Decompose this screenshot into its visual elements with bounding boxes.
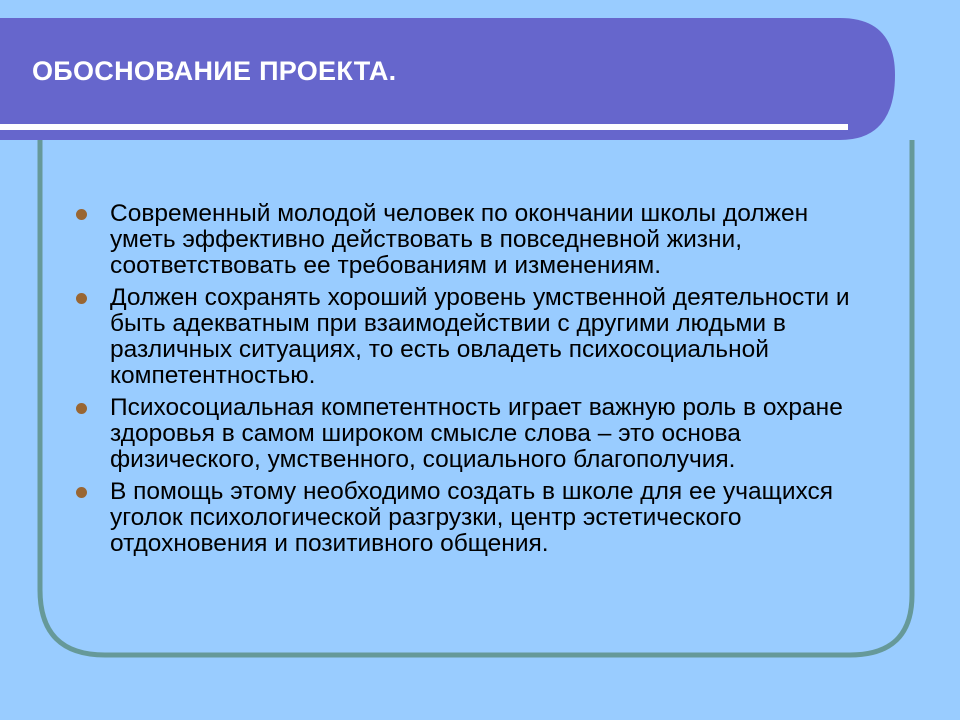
bullet-item bbox=[80, 201, 860, 279]
bullet-item bbox=[80, 479, 860, 557]
bullet-dot-icon bbox=[76, 487, 87, 498]
bullet-item bbox=[80, 285, 860, 389]
bullet-text: Современный молодой человек по окончании школы должен уметь эффективно действовать в повседневной жизни, соответствовать ее требованиям и изменениям. bbox=[110, 200, 809, 279]
bullet-list bbox=[80, 201, 860, 563]
bullet-text: Психосоциальная компетентность играет важную роль в охране здоровья в самом широком смысле слова – это основа физического, умственного, социального благополучия. bbox=[110, 394, 843, 473]
slide-title: ОБОСНОВАНИЕ ПРОЕКТА. bbox=[32, 56, 397, 86]
bullet-dot-icon bbox=[76, 293, 87, 304]
bullet-text: Должен сохранять хороший уровень умственной деятельности и быть адекватным при взаимодействии с другими людьми в различных ситуациях, то есть овладеть психосоциальной компетентностью. bbox=[110, 284, 850, 389]
title-underline bbox=[0, 124, 848, 130]
bullet-dot-icon bbox=[76, 209, 87, 220]
bullet-dot-icon bbox=[76, 403, 87, 414]
bullet-item bbox=[80, 395, 860, 473]
bullet-text: В помощь этому необходимо создать в школе для ее учащихся уголок психологической разгрузки, центр эстетического отдохновения и позитивного общения. bbox=[110, 478, 834, 557]
